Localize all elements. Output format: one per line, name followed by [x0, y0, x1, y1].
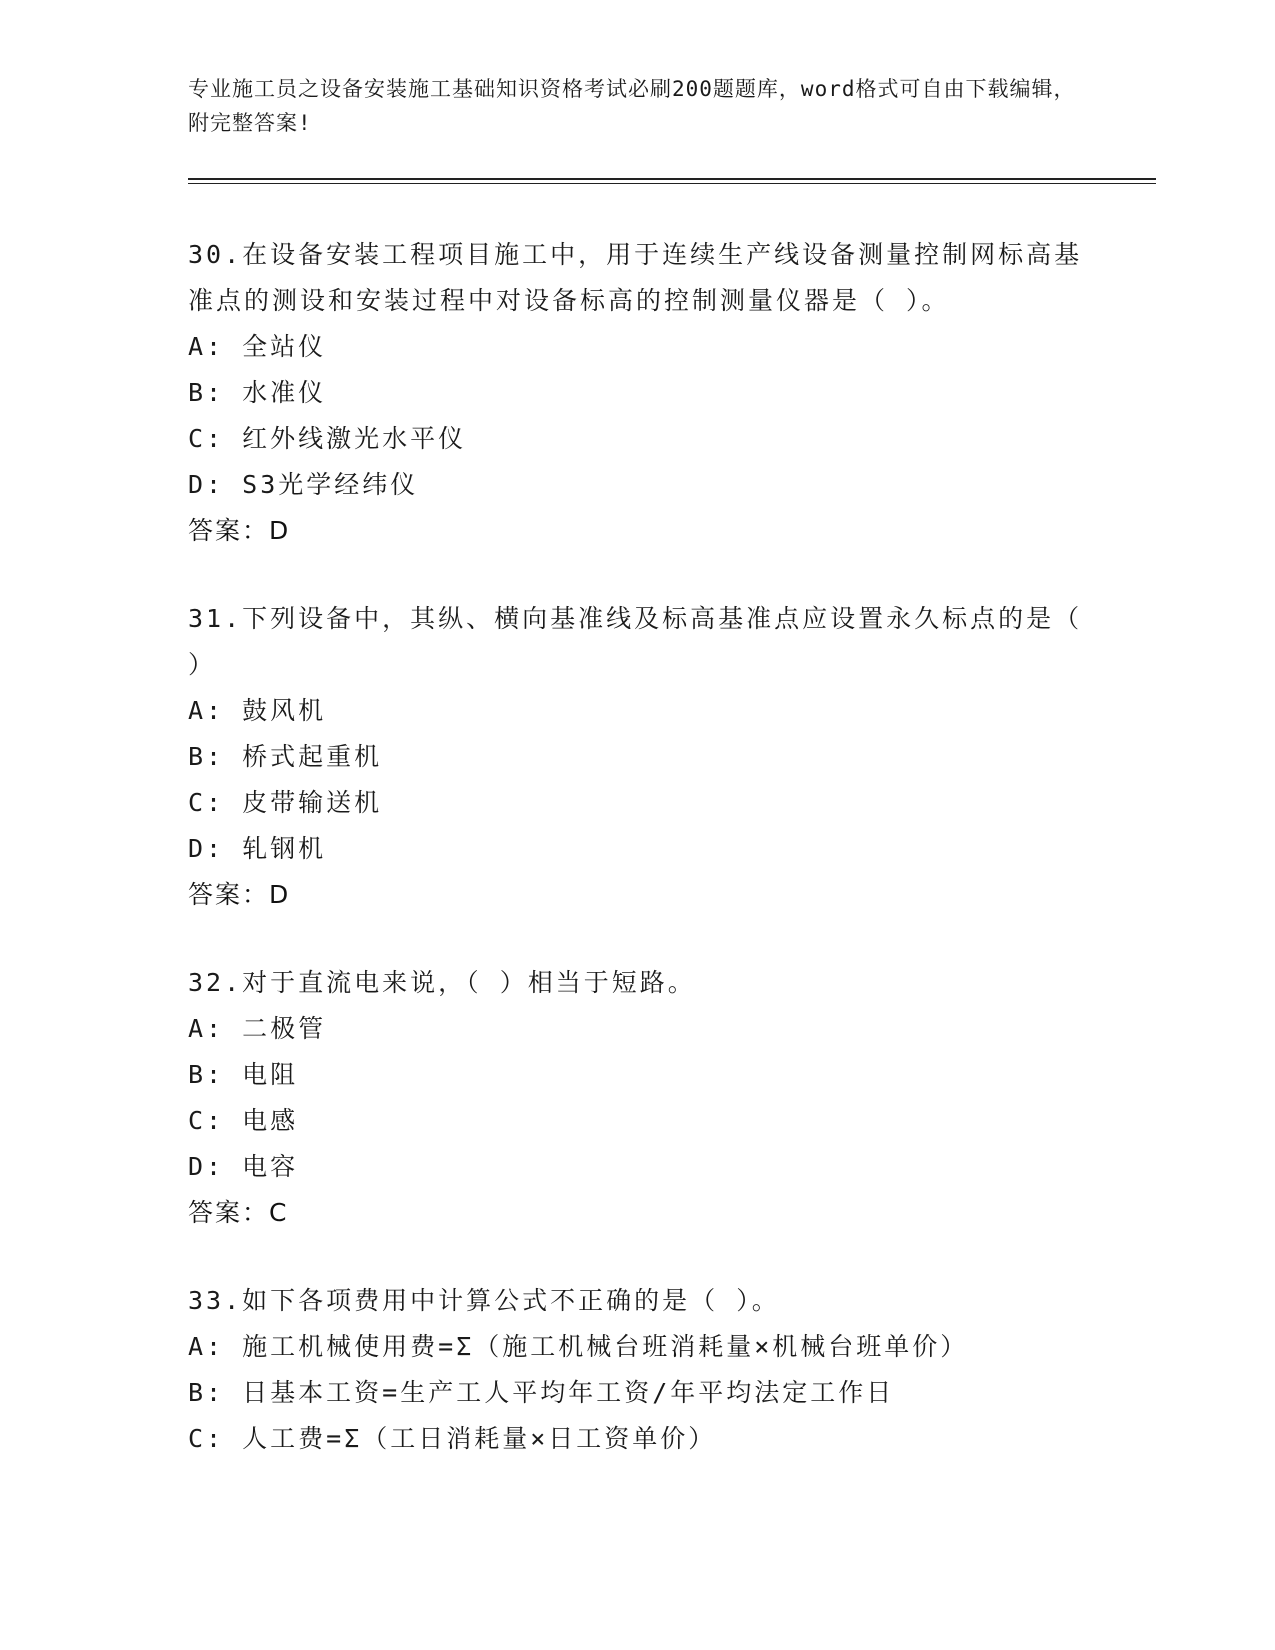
question-31	[188, 596, 1088, 918]
header-divider-thin	[188, 183, 1156, 184]
question-text: 30.在设备安装工程项目施工中，用于连续生产线设备测量控制网标高基准点的测设和安装过程中对设备标高的控制测量仪器是（ ）。	[188, 240, 1083, 315]
answer: 答案：C	[188, 1198, 289, 1227]
option-a: A: 施工机械使用费=Σ（施工机械台班消耗量×机械台班单价）	[188, 1332, 969, 1361]
option-b: B: 电阻	[188, 1060, 299, 1089]
option-c: C: 人工费=Σ（工日消耗量×日工资单价）	[188, 1424, 717, 1453]
option-b: B: 水准仪	[188, 378, 327, 407]
page-header: 专业施工员之设备安装施工基础知识资格考试必刷200题题库，word格式可自由下载编辑，附完整答案!	[188, 77, 1076, 135]
option-b: B: 日基本工资=生产工人平均年工资/年平均法定工作日	[188, 1378, 895, 1407]
option-d: D: 轧钢机	[188, 834, 327, 863]
question-list	[188, 232, 1088, 1504]
question-text: 33.如下各项费用中计算公式不正确的是（ ）。	[188, 1286, 780, 1315]
option-c: C: 红外线激光水平仪	[188, 424, 467, 453]
question-30	[188, 232, 1088, 554]
option-a: A: 鼓风机	[188, 696, 327, 725]
option-c: C: 电感	[188, 1106, 299, 1135]
question-33	[188, 1278, 1088, 1462]
option-c: C: 皮带输送机	[188, 788, 383, 817]
answer: 答案：D	[188, 516, 291, 545]
option-d: D: S3光学经纬仪	[188, 470, 419, 499]
option-d: D: 电容	[188, 1152, 299, 1181]
option-b: B: 桥式起重机	[188, 742, 383, 771]
option-a: A: 二极管	[188, 1014, 327, 1043]
question-32	[188, 960, 1088, 1236]
question-text: 32.对于直流电来说，（ ）相当于短路。	[188, 968, 696, 997]
answer: 答案：D	[188, 880, 291, 909]
question-text: 31.下列设备中，其纵、横向基准线及标高基准点应设置永久标点的是（ ）	[188, 604, 1083, 679]
option-a: A: 全站仪	[188, 332, 327, 361]
header-divider	[188, 178, 1156, 180]
